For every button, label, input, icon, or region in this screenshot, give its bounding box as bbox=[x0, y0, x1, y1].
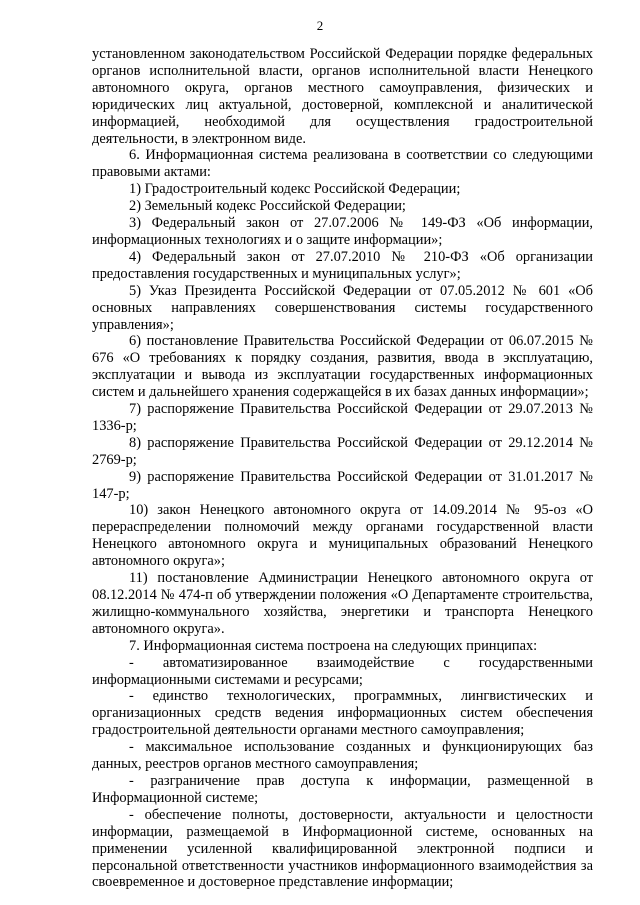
paragraph: 6. Информационная система реализована в соответствии со следующими правовыми актами: bbox=[92, 147, 593, 181]
paragraph: 4) Федеральный закон от 27.07.2010 № 210-ФЗ «Об организации предоставления государственных и муниципальных услуг»; bbox=[92, 248, 593, 282]
paragraph: 5) Указ Президента Российской Федерации от 07.05.2012 № 601 «Об основных направлениях совершенствования системы государственного управления»; bbox=[92, 282, 593, 333]
paragraph: 10) закон Ненецкого автономного округа от 14.09.2014 № 95-оз «О перераспределении полномочий между органами государственной власти Ненецкого автономного округа и муниципальных образований Ненецкого автономного округа»; bbox=[92, 502, 593, 570]
paragraph: - автоматизированное взаимодействие с государственными информационными системами и ресурсами; bbox=[92, 654, 593, 688]
paragraph: 2) Земельный кодекс Российской Федерации; bbox=[129, 198, 406, 215]
paragraph: - единство технологических, программных, лингвистических и организационных средств ведения информационных систем обеспечения градостроительной деятельности органами местного самоуправления; bbox=[92, 688, 593, 739]
paragraph: 8) распоряжение Правительства Российской Федерации от 29.12.2014 № 2769-р; bbox=[92, 434, 593, 468]
paragraph: 7) распоряжение Правительства Российской Федерации от 29.07.2013 № 1336-р; bbox=[92, 401, 593, 434]
paragraph: - максимальное использование созданных и функционирующих баз данных, реестров органов местного самоуправления; bbox=[92, 739, 593, 773]
paragraph: 7. Информационная система построена на следующих принципах: bbox=[129, 637, 538, 654]
paragraph: установленном законодательством Российской Федерации порядке федеральных органов исполнительной власти, органов исполнительной власти Ненецкого автономного округа, органов местного самоуправления, физических и юридических лиц актуальной, достоверной, комплексной и аналитической информацией, необходимой для осуществления градостроительной деятельности, в электронном виде. bbox=[92, 46, 593, 147]
paragraph: 9) распоряжение Правительства Российской Федерации от 31.01.2017 № 147-р; bbox=[92, 468, 593, 502]
paragraph: 6) постановление Правительства Российской Федерации от 06.07.2015 № 676 «О требованиях к порядку создания, развития, ввода в эксплуатацию, эксплуатации и вывода из эксплуатации государственных информационных систем и дальнейшего хранения содержащейся в их базах данных информации»; bbox=[92, 333, 593, 401]
paragraph: - разграничение прав доступа к информации, размещенной в Информационной системе; bbox=[92, 772, 593, 806]
paragraph: - обеспечение полноты, достоверности, актуальности и целостности информации, размещаемой в Информационной системе, основанных на применении усиленной квалифицированной электронной подписи и персональной ответственности участников информационного взаимодействия за своевременное и достоверное представление информации; bbox=[92, 806, 593, 891]
page-number: 2 bbox=[316, 18, 324, 33]
paragraph: 11) постановление Администрации Ненецкого автономного округа от 08.12.2014 № 474-п об утверждении положения «О Департаменте строительства, жилищно-коммунального хозяйства, энергетики и транспорта Ненецкого автономного округа». bbox=[92, 570, 593, 637]
document-body bbox=[92, 46, 593, 891]
paragraph: 3) Федеральный закон от 27.07.2006 № 149-ФЗ «Об информации, информационных технологиях и о защите информации»; bbox=[92, 215, 593, 248]
paragraph: 1) Градостроительный кодекс Российской Федерации; bbox=[129, 181, 461, 198]
